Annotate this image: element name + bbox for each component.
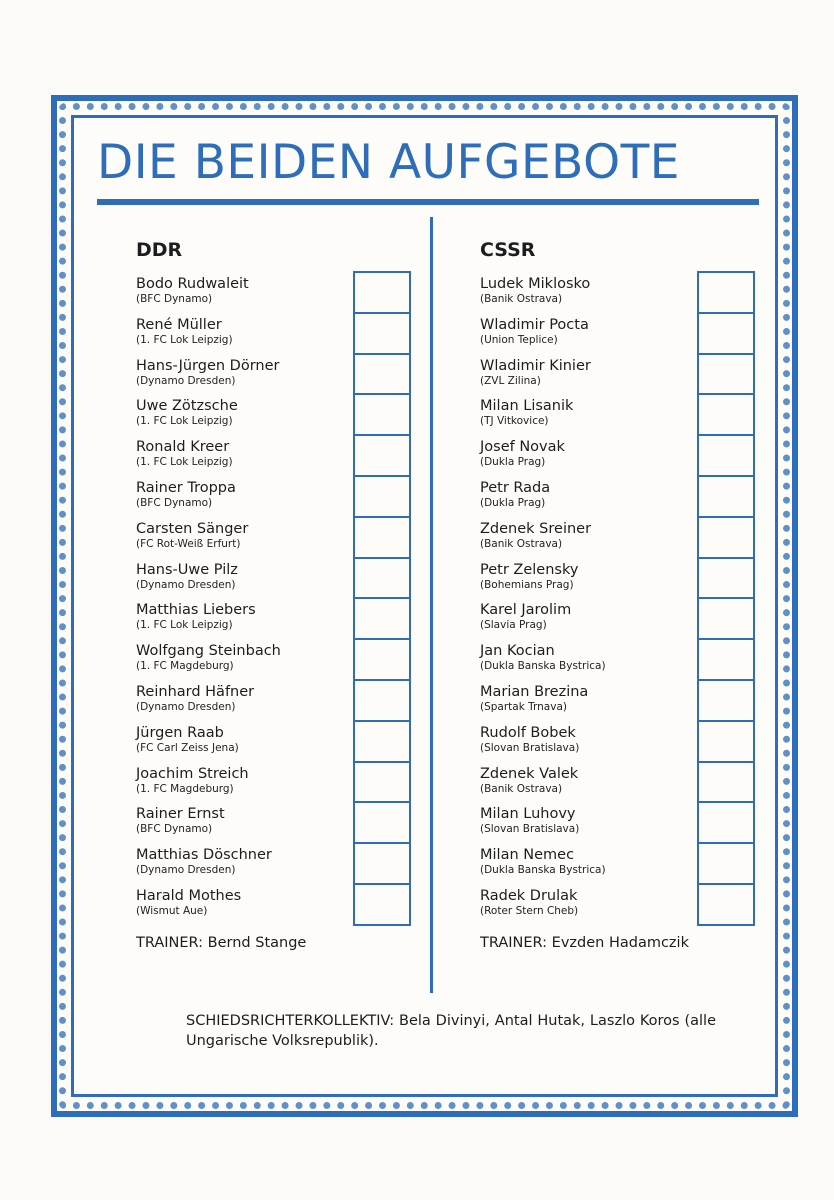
player-name: Matthias Liebers bbox=[136, 602, 256, 619]
player-name: Joachim Streich bbox=[136, 765, 249, 782]
marking-box bbox=[699, 477, 753, 518]
marking-box bbox=[699, 395, 753, 436]
marking-box bbox=[355, 885, 409, 926]
player-name: Reinhard Häfner bbox=[136, 683, 255, 700]
player-name: Milan Nemec bbox=[480, 847, 575, 864]
player-name: Harald Mothes bbox=[136, 887, 242, 904]
player-entry bbox=[136, 438, 281, 479]
player-club: (Union Teplice) bbox=[480, 333, 558, 346]
player-name: Rudolf Bobek bbox=[480, 724, 576, 741]
player-club: (Bohemians Prag) bbox=[480, 578, 574, 591]
marking-box bbox=[355, 559, 409, 600]
player-list bbox=[480, 275, 606, 928]
player-entry bbox=[136, 642, 281, 683]
marking-box bbox=[699, 314, 753, 355]
trainer-cssr: TRAINER: Evzden Hadamczik bbox=[480, 935, 689, 951]
player-name: Zdenek Valek bbox=[480, 765, 579, 782]
trainer-ddr: TRAINER: Bernd Stange bbox=[136, 935, 307, 951]
player-club: (ZVL Zilina) bbox=[480, 374, 541, 387]
marking-box bbox=[355, 803, 409, 844]
player-name: Ludek Miklosko bbox=[480, 276, 591, 292]
marking-box bbox=[699, 599, 753, 640]
marking-box bbox=[699, 681, 753, 722]
player-name: Wladimir Pocta bbox=[480, 316, 589, 333]
player-entry bbox=[480, 683, 606, 724]
player-club: (Roter Stern Cheb) bbox=[480, 904, 579, 917]
player-entry bbox=[480, 724, 606, 765]
player-entry bbox=[480, 887, 606, 928]
player-entry bbox=[480, 357, 606, 398]
player-entry bbox=[480, 846, 606, 887]
player-name: Jürgen Raab bbox=[136, 724, 224, 741]
player-entry bbox=[480, 642, 606, 683]
player-club: (Slavia Prag) bbox=[480, 619, 547, 632]
player-entry bbox=[480, 438, 606, 479]
marking-box bbox=[355, 314, 409, 355]
marking-box bbox=[699, 844, 753, 885]
player-club: (Dynamo Dresden) bbox=[136, 578, 236, 591]
player-club: (1. FC Magdeburg) bbox=[136, 782, 234, 795]
marking-box bbox=[355, 355, 409, 396]
team-column-cssr bbox=[480, 239, 606, 928]
player-name: Hans-Jürgen Dörner bbox=[136, 357, 280, 374]
player-club: (Banik Ostrava) bbox=[480, 293, 563, 305]
player-club: (Slovan Bratislava) bbox=[480, 741, 580, 754]
team-name: DDR bbox=[136, 239, 183, 261]
marking-box bbox=[699, 640, 753, 681]
player-entry bbox=[136, 316, 281, 357]
player-entry bbox=[136, 601, 281, 642]
player-club: (1. FC Lok Leipzig) bbox=[136, 619, 233, 632]
player-name: Bodo Rudwaleit bbox=[136, 276, 249, 292]
player-club: (Dukla Banska Bystrica) bbox=[480, 864, 606, 877]
player-entry bbox=[480, 397, 606, 438]
player-club: (Slovan Bratislava) bbox=[480, 823, 580, 836]
marking-box bbox=[699, 436, 753, 477]
player-club: (Dynamo Dresden) bbox=[136, 700, 236, 713]
player-entry bbox=[136, 887, 281, 928]
player-list bbox=[136, 275, 281, 928]
player-entry bbox=[136, 805, 281, 846]
player-club: (Wismut Aue) bbox=[136, 904, 208, 917]
marking-box bbox=[699, 273, 753, 314]
marking-box bbox=[355, 477, 409, 518]
marking-boxes-cssr bbox=[697, 271, 755, 926]
marking-box bbox=[699, 803, 753, 844]
player-name: Zdenek Sreiner bbox=[480, 520, 592, 537]
player-club: (Dukla Prag) bbox=[480, 456, 546, 469]
marking-box bbox=[699, 518, 753, 559]
title-underline bbox=[97, 199, 759, 205]
player-entry bbox=[136, 561, 281, 602]
marking-box bbox=[699, 722, 753, 763]
decorative-frame bbox=[51, 95, 798, 1117]
player-entry bbox=[480, 479, 606, 520]
player-name: Petr Rada bbox=[480, 479, 551, 496]
player-entry bbox=[136, 846, 281, 887]
player-club: (BFC Dynamo) bbox=[136, 496, 213, 509]
marking-box bbox=[699, 355, 753, 396]
player-entry bbox=[480, 601, 606, 642]
player-club: (TJ Vitkovice) bbox=[480, 415, 549, 428]
marking-box bbox=[355, 640, 409, 681]
marking-box bbox=[699, 885, 753, 926]
marking-box bbox=[699, 559, 753, 600]
player-entry bbox=[480, 765, 606, 806]
player-name: Hans-Uwe Pilz bbox=[136, 561, 238, 578]
player-name: Milan Lisanik bbox=[480, 398, 574, 415]
player-club: (Dynamo Dresden) bbox=[136, 864, 236, 877]
player-club: (Dukla Banska Bystrica) bbox=[480, 660, 606, 673]
player-entry bbox=[136, 479, 281, 520]
referee-panel: SCHIEDSRICHTERKOLLEKTIV: Bela Divinyi, Antal Hutak, Laszlo Koros (alle Ungarische Volksrepublik). bbox=[186, 1013, 716, 1049]
player-name: Radek Drulak bbox=[480, 887, 578, 904]
player-entry bbox=[136, 397, 281, 438]
player-name: Rainer Troppa bbox=[136, 479, 236, 496]
marking-box bbox=[355, 436, 409, 477]
player-club: (BFC Dynamo) bbox=[136, 293, 213, 305]
marking-box bbox=[355, 273, 409, 314]
marking-box bbox=[355, 599, 409, 640]
player-name: Wladimir Kinier bbox=[480, 357, 591, 374]
player-entry bbox=[480, 561, 606, 602]
player-name: Matthias Döschner bbox=[136, 847, 272, 864]
marking-box bbox=[355, 681, 409, 722]
player-club: (Banik Ostrava) bbox=[480, 782, 563, 795]
player-entry bbox=[480, 805, 606, 846]
player-club: (Spartak Trnava) bbox=[480, 700, 567, 713]
player-entry bbox=[136, 765, 281, 806]
player-name: Karel Jarolim bbox=[480, 602, 572, 619]
marking-box bbox=[355, 722, 409, 763]
player-club: (1. FC Magdeburg) bbox=[136, 660, 234, 673]
player-name: Marian Brezina bbox=[480, 683, 589, 700]
marking-boxes-ddr bbox=[353, 271, 411, 926]
player-entry bbox=[136, 275, 281, 316]
player-club: (1. FC Lok Leipzig) bbox=[136, 456, 233, 469]
player-entry bbox=[136, 724, 281, 765]
marking-box bbox=[355, 395, 409, 436]
player-club: (FC Carl Zeiss Jena) bbox=[136, 741, 239, 754]
player-name: René Müller bbox=[136, 316, 222, 333]
marking-box bbox=[355, 518, 409, 559]
player-name: Carsten Sänger bbox=[136, 520, 249, 537]
marking-box bbox=[355, 844, 409, 885]
player-name: Petr Zelensky bbox=[480, 561, 579, 578]
player-entry bbox=[480, 316, 606, 357]
player-name: Jan Kocian bbox=[480, 643, 555, 660]
player-entry bbox=[136, 357, 281, 398]
player-name: Uwe Zötzsche bbox=[136, 398, 238, 415]
player-entry bbox=[480, 275, 606, 316]
player-name: Milan Luhovy bbox=[480, 806, 576, 823]
player-entry bbox=[136, 520, 281, 561]
player-club: (Dukla Prag) bbox=[480, 496, 546, 509]
player-club: (FC Rot-Weiß Erfurt) bbox=[136, 537, 241, 550]
player-name: Ronald Kreer bbox=[136, 439, 230, 456]
column-divider bbox=[430, 217, 433, 993]
player-name: Josef Novak bbox=[480, 439, 565, 456]
page-title: DIE BEIDEN AUFGEBOTE bbox=[97, 135, 680, 190]
team-name: CSSR bbox=[480, 239, 536, 261]
player-entry bbox=[136, 683, 281, 724]
player-entry bbox=[480, 520, 606, 561]
player-club: (Banik Ostrava) bbox=[480, 537, 563, 550]
player-club: (BFC Dynamo) bbox=[136, 823, 213, 836]
player-club: (1. FC Lok Leipzig) bbox=[136, 415, 233, 428]
player-name: Rainer Ernst bbox=[136, 806, 225, 823]
marking-box bbox=[699, 763, 753, 804]
player-name: Wolfgang Steinbach bbox=[136, 643, 281, 660]
marking-box bbox=[355, 763, 409, 804]
player-club: (1. FC Lok Leipzig) bbox=[136, 333, 233, 346]
team-column-ddr bbox=[136, 239, 281, 928]
player-club: (Dynamo Dresden) bbox=[136, 374, 236, 387]
